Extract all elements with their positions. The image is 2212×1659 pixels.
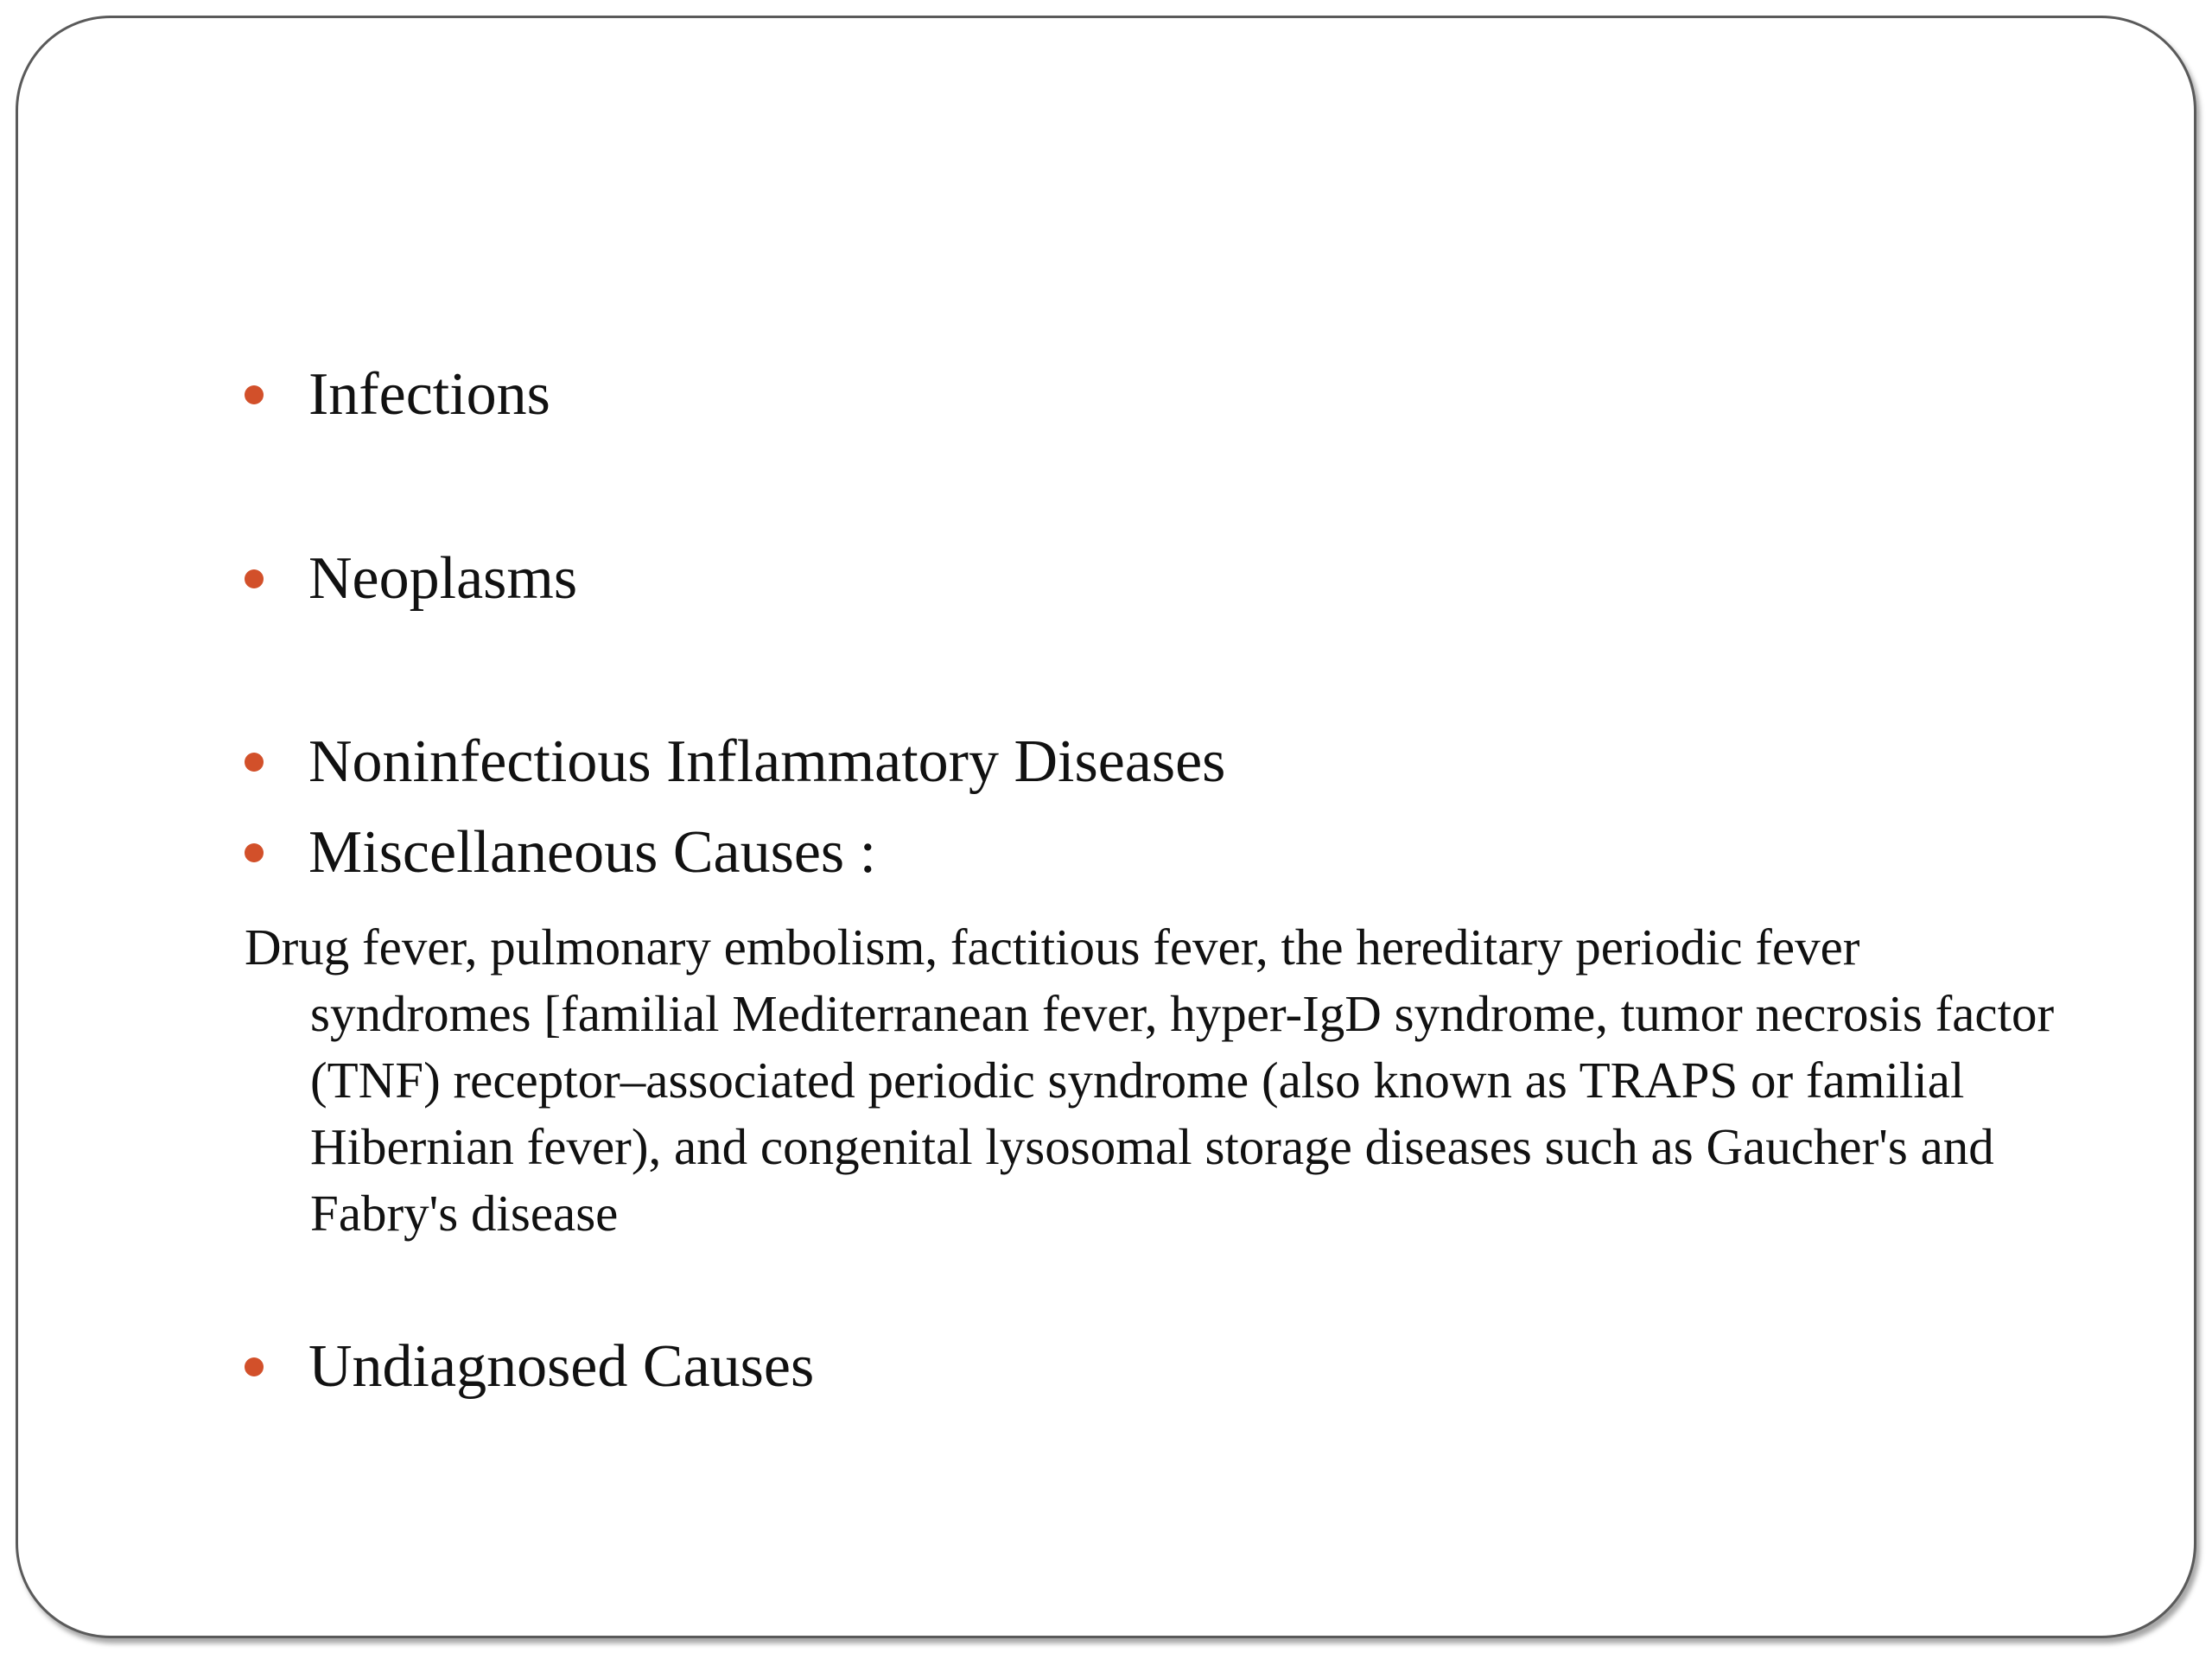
bullet-item-undiagnosed	[245, 1333, 815, 1400]
bullet-dot-icon	[245, 753, 264, 772]
bullet-dot-icon	[245, 569, 264, 588]
bullet-label: Neoplasms	[308, 545, 578, 612]
bullet-dot-icon	[245, 385, 264, 404]
miscellaneous-detail-paragraph: Drug fever, pulmonary embolism, factitious fever, the hereditary periodic fever syndromes [familial Mediterranean fever, hyper-IgD syndrome, tumor necrosis factor (TNF) receptor–associated periodic syndrome (also known as TRAPS or familial Hibernian fever), and congenital lysosomal storage diseases such as Gaucher's and Fabry's disease	[245, 918, 2055, 1242]
bullet-dot-icon	[245, 1357, 264, 1376]
bullet-label: Noninfectious Inflammatory Diseases	[308, 728, 1226, 795]
bullet-item-noninfectious	[245, 728, 1226, 795]
bullet-label: Undiagnosed Causes	[308, 1333, 815, 1400]
bullet-label: Miscellaneous Causes :	[308, 819, 877, 886]
bullet-item-neoplasms	[245, 545, 578, 612]
bullet-label: Infections	[308, 361, 550, 428]
bullet-item-miscellaneous	[245, 819, 877, 886]
bullet-dot-icon	[245, 843, 264, 862]
bullet-item-infections	[245, 361, 550, 428]
